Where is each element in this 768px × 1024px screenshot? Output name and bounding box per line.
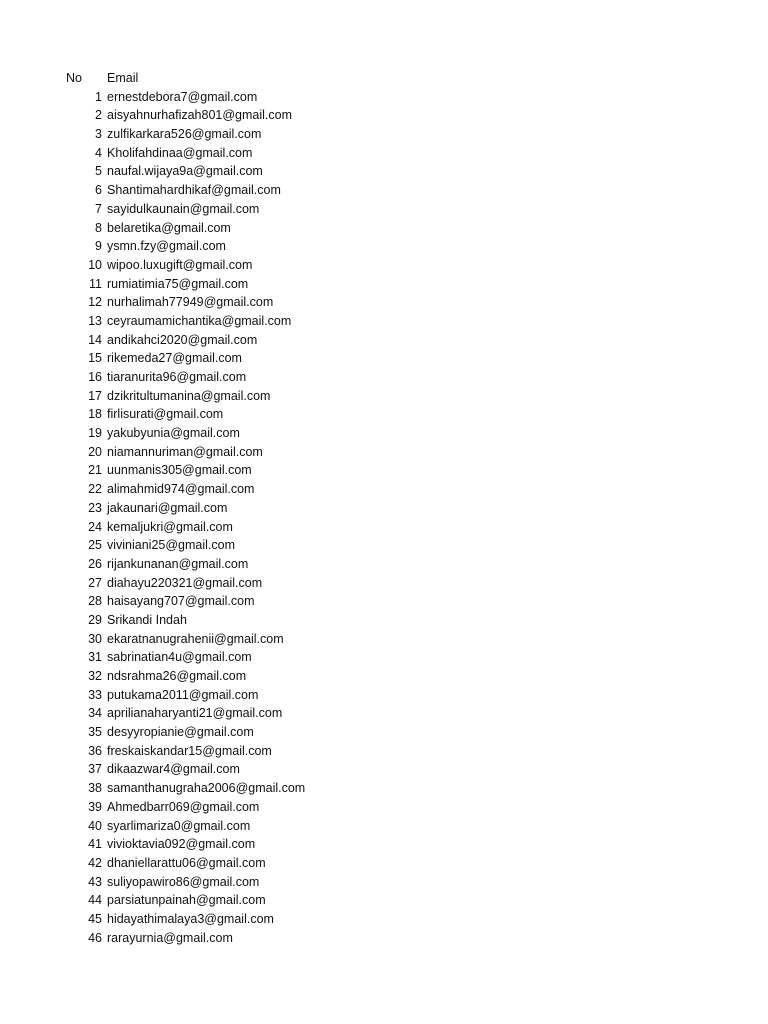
row-email: dhaniellarattu06@gmail.com bbox=[107, 855, 266, 870]
row-email: ekaratnanugrahenii@gmail.com bbox=[107, 631, 284, 646]
row-number: 25 bbox=[88, 538, 102, 553]
row-number: 45 bbox=[88, 911, 102, 926]
row-email: tiaranurita96@gmail.com bbox=[107, 370, 247, 384]
table-row bbox=[0, 910, 768, 929]
row-email: wipoo.luxugift@gmail.com bbox=[107, 257, 253, 272]
row-email: nurhalimah77949@gmail.com bbox=[107, 295, 274, 310]
row-email: haisayang707@gmail.com bbox=[107, 594, 255, 609]
table-row bbox=[0, 387, 768, 406]
row-number: 27 bbox=[88, 575, 102, 590]
table-row bbox=[0, 648, 768, 667]
row-email: rijankunanan@gmail.com bbox=[107, 556, 249, 571]
row-email: dzikritultumanina@gmail.com bbox=[107, 388, 271, 403]
row-number: 46 bbox=[88, 930, 102, 945]
row-number: 1 bbox=[95, 89, 102, 104]
table-row bbox=[0, 349, 768, 368]
row-email: vivioktavia092@gmail.com bbox=[107, 837, 256, 852]
table-body bbox=[0, 88, 768, 948]
table-row bbox=[0, 611, 768, 630]
row-email: samanthanugraha2006@gmail.com bbox=[107, 781, 306, 796]
row-email: desyyropianie@gmail.com bbox=[107, 725, 254, 740]
row-email: ndsrahma26@gmail.com bbox=[107, 669, 247, 683]
row-number: 35 bbox=[88, 725, 102, 740]
table-row bbox=[0, 480, 768, 499]
row-email: sayidulkaunain@gmail.com bbox=[107, 201, 260, 216]
row-email: syarlimariza0@gmail.com bbox=[107, 818, 251, 833]
table-row bbox=[0, 106, 768, 125]
row-email: aisyahnurhafizah801@gmail.com bbox=[107, 108, 293, 123]
table-row bbox=[0, 518, 768, 537]
table-row bbox=[0, 835, 768, 854]
table-row bbox=[0, 891, 768, 910]
table-row bbox=[0, 499, 768, 518]
table-row bbox=[0, 779, 768, 798]
table-row bbox=[0, 630, 768, 649]
row-email: naufal.wijaya9a@gmail.com bbox=[107, 164, 263, 179]
row-number: 15 bbox=[88, 351, 102, 366]
table-row bbox=[0, 237, 768, 256]
row-number: 18 bbox=[88, 407, 102, 422]
row-email: Kholifahdinaa@gmail.com bbox=[107, 145, 253, 160]
row-email: suliyopawiro86@gmail.com bbox=[107, 874, 260, 889]
table-row bbox=[0, 424, 768, 443]
table-row bbox=[0, 817, 768, 836]
row-number: 43 bbox=[88, 874, 102, 889]
row-email: uunmanis305@gmail.com bbox=[107, 463, 252, 478]
table-row bbox=[0, 798, 768, 817]
row-email: Srikandi Indah bbox=[107, 612, 187, 627]
table-row bbox=[0, 723, 768, 742]
row-number: 9 bbox=[95, 239, 102, 254]
table-row bbox=[0, 592, 768, 611]
row-email: rikemeda27@gmail.com bbox=[107, 351, 242, 366]
row-email: zulfikarkara526@gmail.com bbox=[107, 127, 262, 142]
row-number: 23 bbox=[88, 500, 102, 515]
table-row bbox=[0, 275, 768, 294]
table-row bbox=[0, 125, 768, 144]
email-table bbox=[0, 69, 768, 947]
table-row bbox=[0, 555, 768, 574]
row-number: 11 bbox=[89, 276, 102, 291]
row-number: 13 bbox=[88, 313, 102, 328]
row-email: aprilianaharyanti21@gmail.com bbox=[107, 706, 283, 721]
row-email: alimahmid974@gmail.com bbox=[107, 482, 255, 497]
row-email: andikahci2020@gmail.com bbox=[107, 332, 258, 347]
row-number: 44 bbox=[88, 893, 102, 908]
row-number: 39 bbox=[88, 799, 102, 814]
row-number: 22 bbox=[88, 482, 102, 497]
row-email: ernestdebora7@gmail.com bbox=[107, 89, 258, 104]
row-email: rarayurnia@gmail.com bbox=[107, 930, 233, 945]
row-email: parsiatunpainah@gmail.com bbox=[107, 893, 266, 908]
row-number: 42 bbox=[88, 855, 102, 870]
row-number: 12 bbox=[88, 295, 102, 310]
row-email: dikaazwar4@gmail.com bbox=[107, 762, 240, 777]
table-row bbox=[0, 256, 768, 275]
row-number: 29 bbox=[88, 612, 102, 627]
row-number: 8 bbox=[95, 220, 102, 235]
table-row bbox=[0, 219, 768, 238]
row-number: 26 bbox=[88, 556, 102, 571]
row-number: 31 bbox=[88, 650, 102, 665]
row-number: 33 bbox=[88, 687, 102, 702]
row-email: Shantimahardhikaf@gmail.com bbox=[107, 183, 281, 198]
row-email: ysmn.fzy@gmail.com bbox=[107, 239, 226, 254]
table-row bbox=[0, 742, 768, 761]
row-email: kemaljukri@gmail.com bbox=[107, 519, 233, 534]
row-number: 17 bbox=[88, 388, 102, 403]
row-number: 24 bbox=[88, 519, 102, 534]
table-row bbox=[0, 929, 768, 948]
row-number: 7 bbox=[95, 201, 102, 216]
table-row bbox=[0, 368, 768, 387]
row-number: 19 bbox=[88, 426, 102, 441]
row-number: 37 bbox=[88, 762, 102, 777]
table-header-row bbox=[0, 69, 768, 88]
table-row bbox=[0, 873, 768, 892]
row-email: sabrinatian4u@gmail.com bbox=[107, 650, 252, 665]
row-number: 6 bbox=[95, 183, 102, 198]
row-number: 34 bbox=[88, 706, 102, 721]
row-number: 41 bbox=[88, 837, 102, 852]
row-email: firlisurati@gmail.com bbox=[107, 407, 224, 422]
row-email: rumiatimia75@gmail.com bbox=[107, 276, 249, 291]
row-email: belaretika@gmail.com bbox=[107, 220, 231, 235]
row-email: jakaunari@gmail.com bbox=[107, 500, 228, 515]
table-row bbox=[0, 461, 768, 480]
row-number: 5 bbox=[95, 164, 102, 179]
row-email: viviniani25@gmail.com bbox=[107, 538, 236, 553]
table-row bbox=[0, 293, 768, 312]
row-number: 30 bbox=[88, 631, 102, 646]
row-email: diahayu220321@gmail.com bbox=[107, 575, 263, 590]
column-header-email: Email bbox=[107, 71, 139, 85]
table-row bbox=[0, 88, 768, 107]
column-header-no: No bbox=[66, 71, 82, 85]
table-row bbox=[0, 667, 768, 686]
row-email: freskaiskandar15@gmail.com bbox=[107, 743, 272, 758]
row-number: 2 bbox=[95, 108, 102, 123]
table-row bbox=[0, 704, 768, 723]
row-number: 38 bbox=[88, 781, 102, 796]
table-row bbox=[0, 331, 768, 350]
row-email: ceyraumamichantika@gmail.com bbox=[107, 313, 292, 328]
table-row bbox=[0, 405, 768, 424]
table-row bbox=[0, 760, 768, 779]
row-number: 14 bbox=[88, 332, 102, 347]
row-email: niamannuriman@gmail.com bbox=[107, 444, 263, 459]
row-number: 10 bbox=[88, 257, 102, 272]
table-row bbox=[0, 181, 768, 200]
row-number: 20 bbox=[88, 444, 102, 459]
table-row bbox=[0, 312, 768, 331]
row-email: hidayathimalaya3@gmail.com bbox=[107, 911, 274, 926]
row-number: 36 bbox=[88, 743, 102, 758]
row-number: 4 bbox=[95, 145, 102, 160]
table-row bbox=[0, 200, 768, 219]
row-number: 21 bbox=[88, 463, 102, 478]
row-number: 28 bbox=[88, 594, 102, 609]
row-number: 40 bbox=[88, 818, 102, 833]
table-row bbox=[0, 686, 768, 705]
table-row bbox=[0, 536, 768, 555]
table-row bbox=[0, 854, 768, 873]
table-row bbox=[0, 443, 768, 462]
table-row bbox=[0, 144, 768, 163]
row-number: 3 bbox=[95, 127, 102, 142]
row-number: 16 bbox=[88, 370, 102, 384]
row-email: yakubyunia@gmail.com bbox=[107, 426, 240, 441]
row-email: putukama2011@gmail.com bbox=[107, 687, 259, 702]
row-email: Ahmedbarr069@gmail.com bbox=[107, 799, 260, 814]
table-row bbox=[0, 162, 768, 181]
table-row bbox=[0, 574, 768, 593]
row-number: 32 bbox=[88, 669, 102, 683]
